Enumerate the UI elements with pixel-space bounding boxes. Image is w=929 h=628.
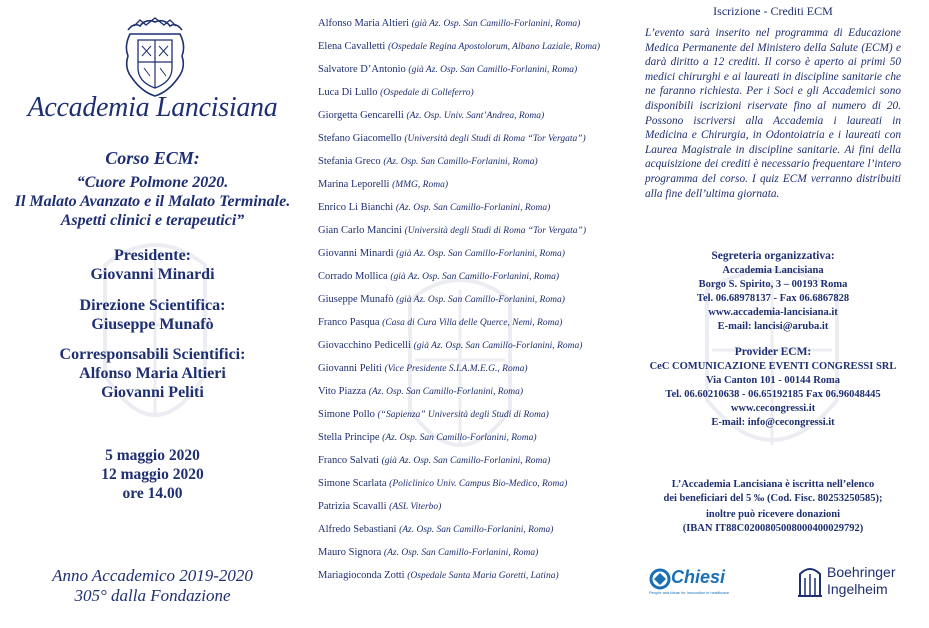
speaker-name: Giorgetta Gencarelli <box>318 110 404 121</box>
speaker-row <box>318 41 600 52</box>
co-responsible-label: Corresponsabili Scientifici: <box>59 346 246 363</box>
speaker-affiliation: (Az. Osp. San Camillo-Forlanini, Roma) <box>395 203 551 213</box>
event-date-2: 12 maggio 2020 <box>101 466 204 483</box>
speaker-row <box>318 18 580 29</box>
speaker-name: Gian Carlo Mancini <box>318 225 402 236</box>
speaker-row <box>318 156 538 167</box>
speaker-name: Simone Scarlata <box>318 478 387 489</box>
accademia-crest-icon <box>120 16 190 98</box>
speaker-affiliation: (Policlinico Univ. Campus Bio-Medico, Roma) <box>389 479 568 489</box>
secretariat-website-link[interactable]: www.accademia-lancisiana.it <box>708 307 838 318</box>
event-date-1: 5 maggio 2020 <box>105 447 200 464</box>
cover-panel <box>0 0 305 628</box>
secretariat-line: Borgo S. Spirito, 3 – 00193 Roma <box>698 279 848 290</box>
speaker-affiliation: (“Sapienza” Università degli Studi di Roma) <box>377 410 549 420</box>
speaker-affiliation: (già Az. Osp. San Camillo-Forlanini, Roma) <box>396 295 565 305</box>
event-time: ore 14.00 <box>122 485 183 502</box>
speaker-affiliation: (già Az. Osp. San Camillo-Forlanini, Roma) <box>381 456 551 466</box>
scientific-direction-name: Giuseppe Munafò <box>91 316 214 333</box>
speaker-row <box>318 386 523 397</box>
speaker-name: Giovacchino Pedicelli <box>318 340 412 351</box>
speaker-affiliation: (Università degli Studi di Roma “Tor Vergata”) <box>404 134 586 144</box>
boehringer-building-icon <box>797 564 823 598</box>
speaker-name: Corrado Mollica <box>318 271 388 282</box>
speaker-name: Alfonso Maria Altieri <box>318 18 409 29</box>
speaker-affiliation: (Ospedale di Colleferro) <box>380 88 474 98</box>
boehringer-line-1: Boehringer <box>827 564 896 580</box>
provider-email-link[interactable]: E-mail: info@cecongressi.it <box>711 417 835 428</box>
chiesi-mark-icon <box>649 568 671 590</box>
speaker-row <box>318 524 553 535</box>
boehringer-ingelheim-logo <box>797 562 917 602</box>
speaker-row <box>318 547 538 558</box>
president-label: Presidente: <box>113 247 191 264</box>
speakers-panel <box>305 0 617 628</box>
registration-heading: Iscrizione - Crediti ECM <box>713 4 833 18</box>
speaker-name: Mariagioconda Zotti <box>318 570 405 581</box>
speaker-row <box>318 501 441 512</box>
provider-website-link[interactable]: www.cecongressi.it <box>730 403 816 414</box>
speaker-affiliation: (Az. Osp. San Camillo-Forlanini, Roma) <box>383 548 539 558</box>
academy-title: Accademia Lancisiana <box>27 92 278 123</box>
speaker-affiliation: (Vice Presidente S.I.A.M.E.G., Roma) <box>384 364 528 374</box>
speaker-name: Stefano Giacomello <box>318 133 402 144</box>
speaker-affiliation: (Az. Osp. San Camillo-Forlanini, Roma) <box>399 525 554 535</box>
speaker-affiliation: (già Az. Osp. San Camillo-Forlanini, Roma) <box>413 341 583 351</box>
speaker-affiliation: (già Az. Osp. San Camillo-Forlanini, Roma) <box>408 65 578 75</box>
speaker-name: Giovanni Minardi <box>318 248 394 259</box>
foundation-anniversary: 305° dalla Fondazione <box>74 586 231 605</box>
speaker-affiliation: (ASL Viterbo) <box>389 502 442 512</box>
speaker-row <box>318 570 559 581</box>
donation-iban: (IBAN IT88C0200805008000400029792) <box>682 523 864 534</box>
secretariat-email-link[interactable]: E-mail: lancisi@aruba.it <box>717 321 829 332</box>
scientific-direction-label: Direzione Scientifica: <box>79 297 226 314</box>
speaker-affiliation: (Az. Osp. San Camillo-Forlanini, Roma) <box>382 433 537 443</box>
speaker-row <box>318 340 582 351</box>
speaker-name: Vito Piazza <box>318 386 367 397</box>
speaker-name: Franco Pasqua <box>318 317 380 328</box>
secretariat-line: Tel. 06.68978137 - Fax 06.6867828 <box>696 293 850 304</box>
course-title-line-3: Aspetti clinici e terapeutici” <box>60 212 245 229</box>
provider-line: Tel. 06.60210638 - 06.65192185 Fax 06.96048445 <box>665 389 881 400</box>
speaker-affiliation: (Ospedale Santa Maria Goretti, Latina) <box>407 571 559 581</box>
speaker-name: Franco Salvati <box>318 455 379 466</box>
speaker-name: Mauro Signora <box>318 547 382 558</box>
speaker-name: Elena Cavalletti <box>318 41 386 52</box>
chiesi-logo <box>649 567 729 597</box>
chiesi-tagline: People and ideas for innovation in healthcare <box>649 590 730 595</box>
course-heading: Corso ECM: <box>105 148 200 168</box>
speaker-name: Giuseppe Munafò <box>318 294 394 305</box>
speaker-affiliation: (Az. Osp. San Camillo-Forlanini, Roma) <box>383 157 538 167</box>
chiesi-wordmark: Chiesi <box>671 567 726 587</box>
speaker-row <box>318 179 448 190</box>
speaker-row <box>318 64 577 75</box>
registration-text: L’evento sarà inserito nel programma di Educazione Medica Permanente del Ministero della Salute (ECM) e darà diritto a 12 crediti. Il corso è aperto ai primi 50 medici chirurghi e ai laureati in discipline sanitarie che ne faranno richiesta. Per i Soci e gli Accademici sono disponibili iscrizioni riservate fino al numero di 20. Possono iscriversi alla Accademia i laureati in Medicina e Chirurgia, in Odontoiatria e i laureati con Laurea Magistrale in discipline sanitarie. Ai fini della acquisizione dei crediti è necessario frequentare l’intero programma del corso. I quiz ECM verranno distribuiti alla fine dell’ultima giornata. <box>645 27 901 200</box>
speaker-row <box>318 363 527 374</box>
speaker-affiliation: (Università degli Studi di Roma “Tor Vergata”) <box>404 226 586 236</box>
speaker-affiliation: (MMG, Roma) <box>392 180 448 190</box>
speaker-affiliation: (già Az. Osp. San Camillo-Forlanini, Roma) <box>390 272 560 282</box>
speaker-row <box>318 455 550 466</box>
speaker-name: Luca Di Lullo <box>318 87 378 98</box>
speaker-row <box>318 317 562 328</box>
co-responsible-name-2: Giovanni Peliti <box>101 384 204 401</box>
speaker-row <box>318 478 567 489</box>
speaker-affiliation: (Az. Osp. Univ. Sant’Andrea, Roma) <box>406 111 545 121</box>
co-responsible-name-1: Alfonso Maria Altieri <box>79 365 226 382</box>
speaker-row <box>318 133 586 144</box>
speaker-affiliation: (già Az. Osp. San Camillo-Forlanini, Roma) <box>396 249 565 259</box>
speaker-row <box>318 248 565 259</box>
provider-heading: Provider ECM: <box>734 346 812 358</box>
speaker-row <box>318 271 559 282</box>
speaker-name: Marina Leporelli <box>318 179 390 190</box>
donation-line: inoltre può ricevere donazioni <box>705 509 841 520</box>
academic-year: Anno Accademico 2019-2020 <box>52 566 253 585</box>
speaker-name: Enrico Li Bianchi <box>318 202 394 213</box>
donation-line: dei beneficiari del 5 ‰ (Cod. Fisc. 80253250585); <box>663 493 883 504</box>
donation-line: L’Accademia Lancisiana è iscritta nell’elenco <box>671 479 875 490</box>
speaker-row <box>318 409 549 420</box>
course-title-line-1: “Cuore Polmone 2020. <box>76 174 229 191</box>
speaker-name: Simone Pollo <box>318 409 375 420</box>
boehringer-line-2: Ingelheim <box>827 581 888 597</box>
speaker-name: Salvatore D’Antonio <box>318 64 406 75</box>
secretariat-heading: Segreteria organizzativa: <box>711 250 835 262</box>
speaker-name: Stefania Greco <box>318 156 381 167</box>
speaker-row <box>318 225 586 236</box>
speaker-row <box>318 294 565 305</box>
speaker-name: Alfredo Sebastiani <box>318 524 397 535</box>
speaker-affiliation: (già Az. Osp. San Camillo-Forlanini, Roma) <box>411 19 581 29</box>
course-title-line-2: Il Malato Avanzato e il Malato Terminale. <box>14 193 291 210</box>
speaker-affiliation: (Az. Osp. San Camillo-Forlanini, Roma) <box>368 387 524 397</box>
speaker-affiliation: (Casa di Cura Villa delle Querce, Nemi, Roma) <box>382 318 563 328</box>
speaker-name: Patrizia Scavalli <box>318 501 387 512</box>
speaker-row <box>318 202 550 213</box>
provider-line: Via Canton 101 - 00144 Roma <box>705 375 841 386</box>
speaker-row <box>318 432 537 443</box>
provider-line: CeC COMUNICAZIONE EVENTI CONGRESSI SRL <box>649 361 897 372</box>
info-panel <box>617 0 929 628</box>
speaker-name: Giovanni Peliti <box>318 363 382 374</box>
president-name: Giovanni Minardi <box>90 266 215 283</box>
speaker-name: Stella Principe <box>318 432 380 443</box>
speaker-row <box>318 110 544 121</box>
secretariat-line: Accademia Lancisiana <box>722 265 824 276</box>
speaker-affiliation: (Ospedale Regina Apostolorum, Albano Laziale, Roma) <box>387 42 601 52</box>
speaker-row <box>318 87 474 98</box>
